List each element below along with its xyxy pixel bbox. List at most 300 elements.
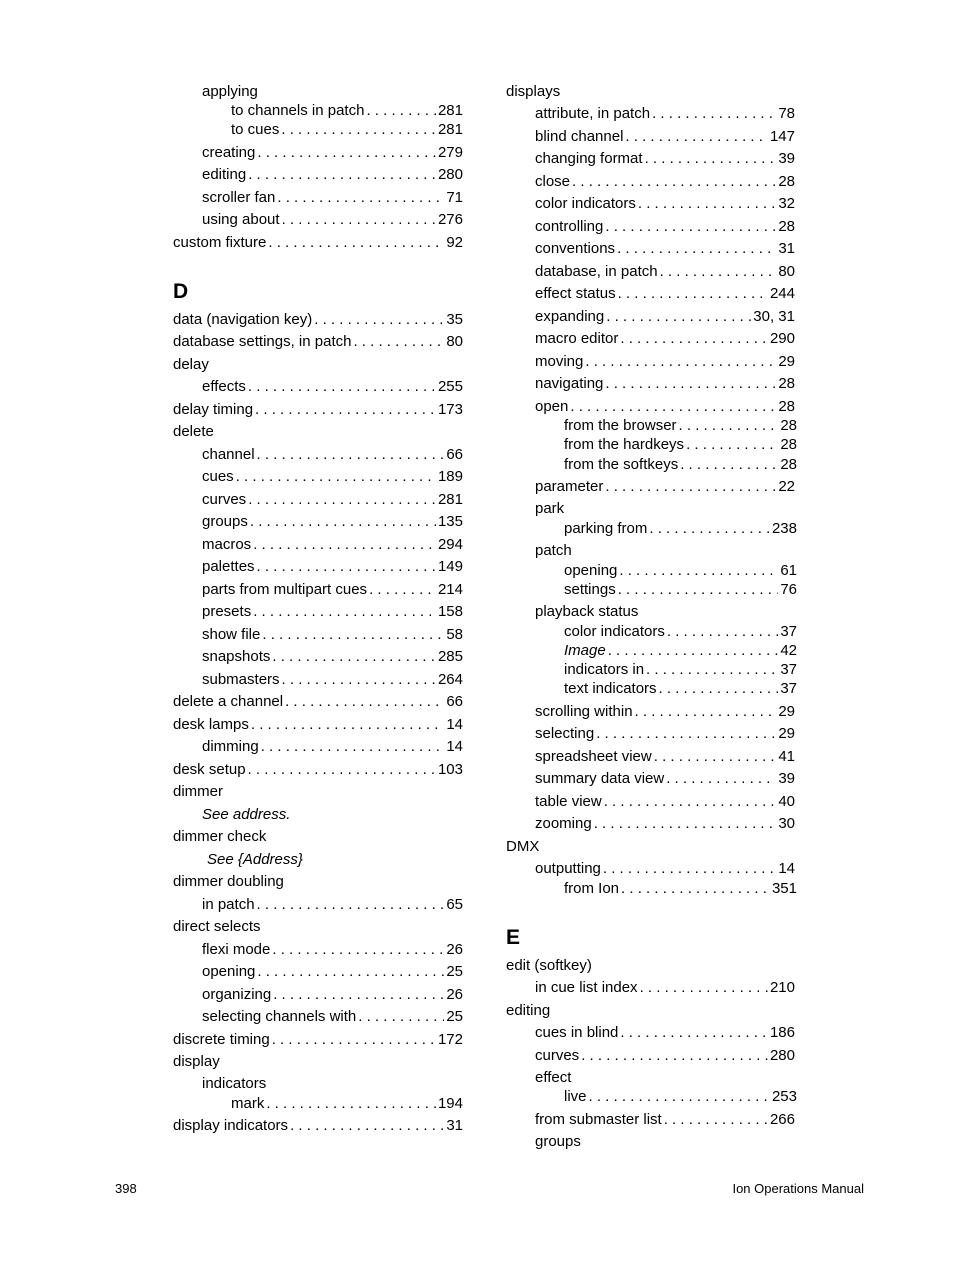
- index-page-ref: 31: [778, 240, 795, 257]
- dot-leader: [666, 770, 776, 788]
- index-term: parameter: [535, 478, 604, 495]
- dot-leader: [248, 491, 436, 509]
- index-entry-live: [564, 1088, 797, 1106]
- index-entry-text-indicators: [564, 680, 797, 698]
- index-term: macros: [202, 536, 252, 553]
- index-page-ref: 276: [437, 211, 463, 228]
- index-page-ref: 214: [437, 581, 463, 598]
- index-term: data (navigation key): [173, 311, 313, 328]
- index-page-ref: 147: [769, 128, 795, 145]
- index-term: attribute, in patch: [535, 105, 651, 122]
- index-page-ref: 31: [446, 1117, 463, 1134]
- dot-leader: [272, 941, 444, 959]
- index-entry-opening: [202, 963, 463, 981]
- index-page-ref: 149: [437, 558, 463, 575]
- dot-leader: [369, 581, 436, 599]
- index-page-ref: 281: [437, 491, 463, 508]
- dot-leader: [253, 536, 436, 554]
- index-term: selecting: [535, 725, 595, 742]
- index-term: direct selects: [173, 918, 261, 935]
- index-term: snapshots: [202, 648, 271, 665]
- index-term: color indicators: [564, 623, 665, 640]
- index-page-ref: 28: [780, 417, 797, 434]
- index-page-ref: 280: [437, 166, 463, 183]
- index-page-ref: 266: [769, 1111, 795, 1128]
- dot-leader: [257, 896, 445, 914]
- index-entry-macro-editor: [535, 330, 795, 348]
- index-term: controlling: [535, 218, 604, 235]
- index-term: display: [173, 1053, 220, 1070]
- index-entry-palettes: [202, 558, 463, 576]
- index-term: from Ion: [564, 880, 620, 897]
- dot-leader: [257, 558, 436, 576]
- dot-leader: [251, 716, 444, 734]
- index-page-ref: 253: [771, 1088, 797, 1105]
- dot-leader: [594, 815, 777, 833]
- manual-title: Ion Operations Manual: [732, 1181, 864, 1196]
- index-term: spreadsheet view: [535, 748, 652, 765]
- dot-leader: [659, 680, 779, 698]
- index-entry-blind-channel: [535, 128, 795, 146]
- index-term: expanding: [535, 308, 605, 325]
- index-entry-applying: [202, 83, 258, 101]
- dot-leader: [603, 860, 776, 878]
- index-term: settings: [564, 581, 616, 598]
- index-term: park: [535, 500, 565, 517]
- index-term: display indicators: [173, 1117, 289, 1134]
- index-entry-color-indicators: [535, 195, 795, 213]
- index-page-ref: 294: [437, 536, 463, 553]
- index-term: moving: [535, 353, 584, 370]
- index-term: flexi mode: [202, 941, 271, 958]
- index-term: parking from: [564, 520, 648, 537]
- index-page-ref: 28: [778, 398, 795, 415]
- dot-leader: [596, 725, 776, 743]
- index-term: groups: [202, 513, 248, 530]
- dot-leader: [285, 693, 444, 711]
- index-entry-conventions: [535, 240, 795, 258]
- dot-leader: [257, 446, 445, 464]
- index-term: delete a channel: [173, 693, 284, 710]
- index-page-ref: 66: [446, 693, 463, 710]
- index-term: from the softkeys: [564, 456, 679, 473]
- index-page-ref: 351: [771, 880, 797, 897]
- dot-leader: [266, 1095, 436, 1113]
- index-page-ref: 279: [437, 144, 463, 161]
- index-entry-cues-in-blind: [535, 1024, 795, 1042]
- index-term: organizing: [202, 986, 272, 1003]
- index-page-ref: 40: [778, 793, 795, 810]
- index-term: dimmer check: [173, 828, 267, 845]
- index-page-ref: 28: [778, 173, 795, 190]
- index-term: parts from multipart cues: [202, 581, 368, 598]
- index-page-ref: 58: [446, 626, 463, 643]
- dot-leader: [605, 375, 776, 393]
- index-page-ref: 32: [778, 195, 795, 212]
- index-page-ref: 172: [437, 1031, 463, 1048]
- index-term: opening: [564, 562, 618, 579]
- index-entry-show-file: [202, 626, 463, 644]
- index-term: from the browser: [564, 417, 677, 434]
- dot-leader: [255, 401, 436, 419]
- index-term: text indicators: [564, 680, 657, 697]
- index-entry-submasters: [202, 671, 463, 689]
- index-entry-park: [535, 500, 564, 518]
- dot-leader: [281, 121, 436, 139]
- index-entry-delete-a-channel: [173, 693, 463, 711]
- index-page-ref: 28: [780, 436, 797, 453]
- index-page-ref: 28: [780, 456, 797, 473]
- index-term: using about: [202, 211, 280, 228]
- dot-leader: [282, 671, 436, 689]
- index-term: outputting: [535, 860, 601, 877]
- index-term: dimming: [202, 738, 259, 755]
- index-page-ref: 80: [446, 333, 463, 350]
- dot-leader: [605, 218, 776, 236]
- section-heading-d: D: [173, 280, 189, 303]
- index-entry-creating: [202, 144, 463, 162]
- index-term: zooming: [535, 815, 592, 832]
- index-page-ref: 14: [446, 738, 463, 755]
- index-entry-scrolling-within: [535, 703, 795, 721]
- index-entry-spreadsheet-view: [535, 748, 795, 766]
- index-entry-custom-fixture: [173, 234, 463, 252]
- index-term: opening: [202, 963, 256, 980]
- index-entry-flexi-mode: [202, 941, 463, 959]
- index-entry-parameter: [535, 478, 795, 496]
- index-page-ref: 78: [778, 105, 795, 122]
- index-term: in patch: [202, 896, 255, 913]
- index-term: mark: [231, 1095, 265, 1112]
- index-term: from submaster list: [535, 1111, 662, 1128]
- index-term: open: [535, 398, 569, 415]
- index-page-ref: 189: [437, 468, 463, 485]
- index-entry-dmx: [506, 838, 539, 856]
- dot-leader: [618, 581, 779, 599]
- index-entry-changing-format: [535, 150, 795, 168]
- index-term: color indicators: [535, 195, 636, 212]
- index-term: changing format: [535, 150, 643, 167]
- index-page-ref: 29: [778, 353, 795, 370]
- index-term: from the hardkeys: [564, 436, 685, 453]
- dot-leader: [282, 211, 436, 229]
- index-entry-to-cues: [231, 121, 463, 139]
- index-term: dimmer doubling: [173, 873, 284, 890]
- dot-leader: [617, 240, 776, 258]
- index-term: in cue list index: [535, 979, 638, 996]
- index-entry-delay: [173, 356, 209, 374]
- index-page-ref: 280: [769, 1047, 795, 1064]
- dot-leader: [250, 513, 436, 531]
- index-entry-display: [173, 1053, 220, 1071]
- index-entry-mark: [231, 1095, 463, 1113]
- index-entry-editing: [506, 1002, 550, 1020]
- dot-leader: [667, 623, 778, 641]
- index-page-ref: 39: [778, 770, 795, 787]
- dot-leader: [272, 1031, 436, 1049]
- index-entry-direct-selects: [173, 918, 261, 936]
- index-term: See address.: [202, 806, 291, 823]
- dot-leader: [649, 520, 770, 538]
- dot-leader: [589, 1088, 770, 1106]
- index-term: macro editor: [535, 330, 619, 347]
- index-entry-database-settings-in-patch: [173, 333, 463, 351]
- dot-leader: [253, 603, 436, 621]
- index-term: discrete timing: [173, 1031, 270, 1048]
- index-term: effects: [202, 378, 246, 395]
- index-term: playback status: [535, 603, 639, 620]
- index-term: summary data view: [535, 770, 665, 787]
- index-page-ref: 281: [437, 102, 463, 119]
- index-entry-effects: [202, 378, 463, 396]
- index-term: See {Address}: [207, 851, 303, 868]
- index-entry-dimming: [202, 738, 463, 756]
- index-page-ref: 244: [769, 285, 795, 302]
- index-entry-in-patch: [202, 896, 463, 914]
- dot-leader: [261, 738, 445, 756]
- index-page-ref: 194: [437, 1095, 463, 1112]
- index-entry-close: [535, 173, 795, 191]
- index-term: channel: [202, 446, 255, 463]
- section-heading-e: E: [506, 926, 521, 949]
- dot-leader: [621, 880, 770, 898]
- index-term: Image: [564, 642, 606, 659]
- index-page-ref: 28: [778, 375, 795, 392]
- index-page-ref: 37: [780, 623, 797, 640]
- index-page-ref: 22: [778, 478, 795, 495]
- dot-leader: [605, 478, 776, 496]
- index-entry-curves: [202, 491, 463, 509]
- index-page-ref: 29: [778, 725, 795, 742]
- index-page-ref: 66: [446, 446, 463, 463]
- index-page-ref: 61: [780, 562, 797, 579]
- index-entry-table-view: [535, 793, 795, 811]
- index-entry-desk-lamps: [173, 716, 463, 734]
- index-term: database settings, in patch: [173, 333, 352, 350]
- index-term: to cues: [231, 121, 280, 138]
- index-term: indicators in: [564, 661, 645, 678]
- index-entry-scroller-fan: [202, 189, 463, 207]
- dot-leader: [358, 1008, 444, 1026]
- index-entry-zooming: [535, 815, 795, 833]
- index-entry-from-the-softkeys: [564, 456, 797, 474]
- index-page-ref: 26: [446, 941, 463, 958]
- dot-leader: [606, 308, 751, 326]
- dot-leader: [248, 378, 436, 396]
- dot-leader: [625, 128, 768, 146]
- dot-leader: [620, 330, 768, 348]
- index-page-ref: 35: [446, 311, 463, 328]
- index-page-ref: 26: [446, 986, 463, 1003]
- dot-leader: [638, 195, 776, 213]
- index-term: effect status: [535, 285, 616, 302]
- index-entry-from-the-browser: [564, 417, 797, 435]
- index-entry-editing: [202, 166, 463, 184]
- index-entry-using-about: [202, 211, 463, 229]
- dot-leader: [680, 456, 778, 474]
- index-term: applying: [202, 83, 258, 100]
- index-page-ref: 14: [446, 716, 463, 733]
- index-page-ref: 103: [437, 761, 463, 778]
- index-term: delay timing: [173, 401, 254, 418]
- index-term: conventions: [535, 240, 616, 257]
- index-page-ref: 92: [446, 234, 463, 251]
- index-term: cues: [202, 468, 234, 485]
- index-entry-macros: [202, 536, 463, 554]
- index-entry-from-ion: [564, 880, 797, 898]
- index-entry-organizing: [202, 986, 463, 1004]
- index-term: presets: [202, 603, 252, 620]
- index-entry-delete: [173, 423, 214, 441]
- index-page-ref: 281: [437, 121, 463, 138]
- index-entry-groups: [202, 513, 463, 531]
- dot-leader: [664, 1111, 768, 1129]
- index-entry-open: [535, 398, 795, 416]
- dot-leader: [686, 436, 778, 454]
- index-term: cues in blind: [535, 1024, 619, 1041]
- index-entry-dimmer-doubling: [173, 873, 284, 891]
- dot-leader: [273, 986, 444, 1004]
- index-entry-opening: [564, 562, 797, 580]
- index-term: selecting channels with: [202, 1008, 357, 1025]
- index-entry-presets: [202, 603, 463, 621]
- index-term: desk setup: [173, 761, 246, 778]
- dot-leader: [353, 333, 444, 351]
- index-entry-settings: [564, 581, 797, 599]
- index-page-ref: 238: [771, 520, 797, 537]
- dot-leader: [257, 144, 436, 162]
- index-page-ref: 173: [437, 401, 463, 418]
- index-entry-snapshots: [202, 648, 463, 666]
- dot-leader: [608, 642, 779, 660]
- index-term: scrolling within: [535, 703, 633, 720]
- index-term: custom fixture: [173, 234, 267, 251]
- index-term: close: [535, 173, 571, 190]
- index-entry-dimmer-check: [173, 828, 266, 846]
- index-term: show file: [202, 626, 261, 643]
- index-page-ref: 158: [437, 603, 463, 620]
- index-entry-playback-status: [535, 603, 638, 621]
- dot-leader: [654, 748, 777, 766]
- index-entry-displays: [506, 83, 560, 101]
- index-page-ref: 255: [437, 378, 463, 395]
- index-term: scroller fan: [202, 189, 276, 206]
- index-term: delay: [173, 356, 209, 373]
- dot-leader: [277, 189, 444, 207]
- index-term: blind channel: [535, 128, 624, 145]
- dot-leader: [635, 703, 777, 721]
- index-page-ref: 37: [780, 680, 797, 697]
- index-entry-expanding: [535, 308, 795, 326]
- index-entry-channel: [202, 446, 463, 464]
- index-page-ref: 135: [437, 513, 463, 530]
- index-entry-parking-from: [564, 520, 797, 538]
- index-page-ref: 30: [778, 815, 795, 832]
- index-page-ref: 290: [769, 330, 795, 347]
- dot-leader: [640, 979, 768, 997]
- dot-leader: [262, 626, 444, 644]
- dot-leader: [314, 311, 444, 329]
- index-page-ref: 30, 31: [753, 308, 795, 325]
- dot-leader: [604, 793, 777, 811]
- index-page-ref: 29: [778, 703, 795, 720]
- index-term: patch: [535, 542, 572, 559]
- index-entry-selecting-channels-with: [202, 1008, 463, 1026]
- index-term: curves: [202, 491, 247, 508]
- index-term: database, in patch: [535, 263, 658, 280]
- dot-leader: [268, 234, 444, 252]
- page-number: 398: [115, 1181, 137, 1196]
- index-term: table view: [535, 793, 602, 810]
- index-term: curves: [535, 1047, 580, 1064]
- index-term: dimmer: [173, 783, 224, 800]
- index-term: desk lamps: [173, 716, 249, 733]
- dot-leader: [645, 150, 777, 168]
- dot-leader: [248, 166, 436, 184]
- dot-leader: [585, 353, 776, 371]
- index-term: groups: [535, 1133, 581, 1150]
- index-entry-effect-status: [535, 285, 795, 303]
- dot-leader: [248, 761, 436, 779]
- index-page-ref: 210: [769, 979, 795, 996]
- dot-leader: [236, 468, 436, 486]
- index-page-ref: 285: [437, 648, 463, 665]
- dot-leader: [619, 562, 778, 580]
- index-entry-parts-from-multipart-cues: [202, 581, 463, 599]
- index-term: creating: [202, 144, 256, 161]
- index-entry-see-address: [207, 851, 303, 869]
- index-page-ref: 39: [778, 150, 795, 167]
- index-page-ref: 264: [437, 671, 463, 688]
- index-entry-from-submaster-list: [535, 1111, 795, 1129]
- index-entry-selecting: [535, 725, 795, 743]
- index-page-ref: 41: [778, 748, 795, 765]
- index-entry-database-in-patch: [535, 263, 795, 281]
- index-term: submasters: [202, 671, 280, 688]
- dot-leader: [660, 263, 777, 281]
- index-term: editing: [506, 1002, 551, 1019]
- index-page-ref: 71: [446, 189, 463, 206]
- index-entry-dimmer: [173, 783, 223, 801]
- index-term: indicators: [202, 1075, 267, 1092]
- index-entry-indicators: [202, 1075, 266, 1093]
- dot-leader: [272, 648, 436, 666]
- dot-leader: [572, 173, 776, 191]
- index-entry-groups: [535, 1133, 581, 1151]
- index-term: navigating: [535, 375, 604, 392]
- dot-leader: [290, 1117, 444, 1135]
- dot-leader: [679, 417, 779, 435]
- index-entry-data-navigation-key: [173, 311, 463, 329]
- index-entry-controlling: [535, 218, 795, 236]
- index-entry-display-indicators: [173, 1117, 463, 1135]
- index-page-ref: 65: [446, 896, 463, 913]
- index-page-ref: 80: [778, 263, 795, 280]
- index-entry-navigating: [535, 375, 795, 393]
- index-entry-from-the-hardkeys: [564, 436, 797, 454]
- index-term: live: [564, 1088, 587, 1105]
- index-page-ref: 28: [778, 218, 795, 235]
- dot-leader: [581, 1047, 768, 1065]
- index-term: displays: [506, 83, 561, 100]
- index-entry-to-channels-in-patch: [231, 102, 463, 120]
- dot-leader: [646, 661, 778, 679]
- index-entry-edit-softkey: [506, 957, 592, 975]
- dot-leader: [366, 102, 436, 120]
- index-entry-effect: [535, 1069, 571, 1087]
- index-entry-desk-setup: [173, 761, 463, 779]
- index-term: to channels in patch: [231, 102, 365, 119]
